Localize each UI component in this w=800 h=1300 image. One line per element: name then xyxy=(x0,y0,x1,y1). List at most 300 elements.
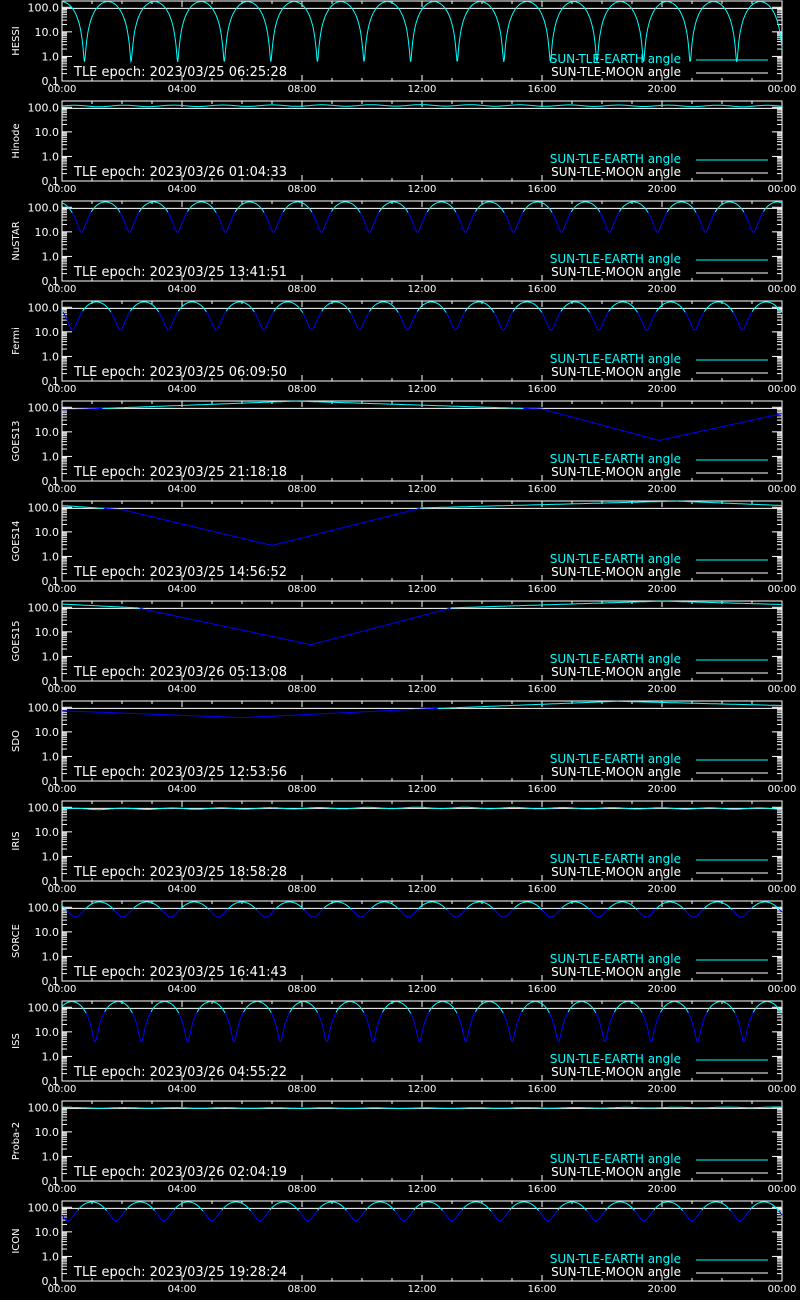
legend-earth-label: SUN-TLE-EARTH angle xyxy=(549,1052,681,1066)
sun-earth-angle-series xyxy=(587,1210,606,1221)
sun-earth-angle-series xyxy=(62,604,140,608)
x-tick-label: 00:00 xyxy=(47,284,77,295)
sun-earth-angle-series xyxy=(510,1202,539,1211)
y-tick-label: 1.0 xyxy=(41,1250,59,1264)
x-tick-label: 04:00 xyxy=(167,984,197,995)
x-tick-label: 20:00 xyxy=(647,984,677,995)
sun-earth-angle-series xyxy=(494,311,513,330)
sun-earth-angle-series xyxy=(542,909,561,917)
satellite-label: GOES13 xyxy=(11,420,22,462)
y-tick-label: 0.1 xyxy=(41,475,59,488)
sun-earth-angle-series xyxy=(105,1002,133,1014)
legend-moon-label: SUN-TLE-MOON angle xyxy=(551,1165,681,1179)
chart-panel-fermi xyxy=(11,301,796,395)
sun-earth-angle-series xyxy=(72,212,91,233)
legend-moon-label: SUN-TLE-MOON angle xyxy=(551,865,681,879)
sun-earth-angle-series xyxy=(197,1002,225,1013)
y-tick-label: 0.1 xyxy=(41,575,59,588)
sun-earth-angle-series xyxy=(429,1002,457,1014)
y-tick-label: 0.1 xyxy=(41,275,59,288)
sun-earth-angle-series xyxy=(446,311,465,330)
x-tick-label: 08:00 xyxy=(287,384,317,395)
x-tick-label: 12:00 xyxy=(407,1184,437,1195)
x-tick-label: 00:00 xyxy=(47,184,77,195)
x-tick-label: 00:00 xyxy=(767,784,797,795)
sun-earth-angle-series xyxy=(654,1202,683,1211)
sun-earth-angle-series xyxy=(130,302,158,312)
tle-epoch-label: TLE epoch: 2023/03/26 01:04:33 xyxy=(74,165,288,180)
sun-earth-angle-series xyxy=(750,1202,779,1211)
satellite-label: HESSI xyxy=(11,26,22,56)
sun-earth-angle-series xyxy=(283,202,312,212)
legend-earth-label: SUN-TLE-EARTH angle xyxy=(549,152,681,166)
x-tick-label: 20:00 xyxy=(647,484,677,495)
x-tick-label: 04:00 xyxy=(167,1284,197,1295)
sun-earth-angle-series xyxy=(735,1012,754,1041)
sun-earth-angle-series xyxy=(504,212,523,233)
y-tick-label: 1.0 xyxy=(41,1050,59,1064)
x-tick-label: 04:00 xyxy=(167,384,197,395)
x-tick-label: 00:00 xyxy=(767,1084,797,1095)
sun-earth-angle-series xyxy=(395,1210,414,1221)
x-tick-label: 00:00 xyxy=(47,784,77,795)
sun-earth-angle-series xyxy=(707,1002,735,1013)
sun-earth-angle-series xyxy=(704,302,733,313)
x-tick-label: 16:00 xyxy=(527,1284,557,1295)
sun-earth-angle-series xyxy=(634,1210,654,1221)
legend-earth-label: SUN-TLE-EARTH angle xyxy=(549,752,681,766)
x-tick-label: 20:00 xyxy=(647,384,677,395)
legend-earth-label: SUN-TLE-EARTH angle xyxy=(549,352,681,366)
sun-earth-angle-series xyxy=(715,202,744,212)
satellite-label: ISS xyxy=(11,1033,22,1049)
satellite-label: GOES14 xyxy=(11,520,22,562)
x-tick-label: 00:00 xyxy=(767,884,797,895)
sun-earth-angle-series xyxy=(462,1202,491,1211)
x-tick-label: 16:00 xyxy=(527,884,557,895)
sun-earth-angle-series xyxy=(733,312,752,330)
x-tick-label: 12:00 xyxy=(407,384,437,395)
x-tick-label: 16:00 xyxy=(527,684,557,695)
y-tick-label: 100.0 xyxy=(27,501,59,515)
sun-earth-angle-series xyxy=(222,1202,251,1211)
y-tick-label: 1.0 xyxy=(41,350,59,364)
x-tick-label: 16:00 xyxy=(527,1184,557,1195)
sun-earth-angle-series xyxy=(638,312,657,330)
x-tick-label: 00:00 xyxy=(47,84,77,95)
sun-earth-angle-series xyxy=(457,1012,476,1042)
sun-earth-angle-series xyxy=(256,909,275,917)
x-tick-label: 12:00 xyxy=(407,1284,437,1295)
x-tick-label: 00:00 xyxy=(767,684,797,695)
sun-earth-angle-series xyxy=(513,302,542,313)
x-tick-label: 00:00 xyxy=(767,984,797,995)
y-tick-label: 10.0 xyxy=(34,1025,59,1039)
sun-earth-angle-series xyxy=(274,302,303,313)
x-tick-label: 04:00 xyxy=(167,684,197,695)
sun-earth-angle-series xyxy=(366,1202,395,1211)
sun-earth-angle-series xyxy=(589,909,608,917)
legend-earth-label: SUN-TLE-EARTH angle xyxy=(549,652,681,666)
sun-earth-angle-series xyxy=(503,1012,522,1042)
y-tick-label: 100.0 xyxy=(27,601,59,615)
legend-moon-label: SUN-TLE-MOON angle xyxy=(551,165,681,179)
tle-epoch-label: TLE epoch: 2023/03/25 19:28:24 xyxy=(74,1265,288,1280)
sun-earth-angle-series xyxy=(522,1002,550,1014)
sun-earth-angle-series xyxy=(702,1202,731,1211)
sun-earth-angle-series xyxy=(411,1012,430,1042)
x-tick-label: 08:00 xyxy=(287,1084,317,1095)
x-tick-label: 00:00 xyxy=(767,84,797,95)
sun-earth-angle-series xyxy=(661,1002,689,1013)
sun-earth-angle-series xyxy=(408,212,427,232)
sun-earth-angle-series xyxy=(476,1002,504,1014)
y-tick-label: 10.0 xyxy=(34,625,59,639)
sun-earth-angle-series xyxy=(542,311,561,330)
x-tick-label: 12:00 xyxy=(407,1084,437,1095)
x-tick-label: 08:00 xyxy=(287,284,317,295)
x-tick-label: 00:00 xyxy=(767,484,797,495)
legend-moon-label: SUN-TLE-MOON angle xyxy=(551,365,681,379)
x-tick-label: 20:00 xyxy=(647,684,677,695)
y-tick-label: 0.1 xyxy=(41,1175,59,1188)
y-tick-label: 100.0 xyxy=(27,101,59,115)
satellite-label: Hinode xyxy=(11,123,22,159)
satellite-label: ICON xyxy=(11,1228,22,1254)
x-tick-label: 00:00 xyxy=(767,184,797,195)
x-tick-label: 08:00 xyxy=(287,484,317,495)
x-tick-label: 20:00 xyxy=(647,284,677,295)
chart-panel-icon xyxy=(11,1201,796,1295)
y-tick-label: 10.0 xyxy=(34,425,59,439)
sun-earth-angle-series xyxy=(161,909,180,917)
sun-earth-angle-series xyxy=(450,601,782,608)
x-tick-label: 12:00 xyxy=(407,684,437,695)
sun-earth-angle-series xyxy=(476,202,505,213)
x-tick-label: 00:00 xyxy=(47,1284,77,1295)
legend-moon-label: SUN-TLE-MOON angle xyxy=(551,565,681,579)
y-tick-label: 0.1 xyxy=(41,1075,59,1088)
x-tick-label: 04:00 xyxy=(167,1084,197,1095)
sun-earth-angle-series xyxy=(270,1202,299,1211)
y-tick-label: 10.0 xyxy=(34,125,59,139)
sun-earth-angle-series xyxy=(254,311,274,330)
sun-earth-angle-series xyxy=(303,311,322,330)
legend-moon-label: SUN-TLE-MOON angle xyxy=(551,1065,681,1079)
sun-earth-angle-series xyxy=(596,1012,615,1041)
y-tick-label: 100.0 xyxy=(27,901,59,915)
legend-earth-label: SUN-TLE-EARTH angle xyxy=(549,452,681,466)
y-tick-label: 0.1 xyxy=(41,175,59,188)
y-tick-label: 1.0 xyxy=(41,650,59,664)
sun-earth-angle-series xyxy=(609,302,638,313)
sun-earth-angle-series xyxy=(151,1002,179,1014)
sun-earth-angle-series xyxy=(688,1012,707,1041)
sun-earth-angle-series xyxy=(312,212,332,233)
y-tick-label: 1.0 xyxy=(41,50,59,64)
legend-moon-label: SUN-TLE-MOON angle xyxy=(551,265,681,279)
x-tick-label: 20:00 xyxy=(647,1284,677,1295)
y-tick-label: 1.0 xyxy=(41,1150,59,1164)
y-tick-label: 10.0 xyxy=(34,225,59,239)
sun-earth-angle-series xyxy=(264,212,283,232)
chart-panel-sdo xyxy=(11,701,796,795)
satellite-label: SDO xyxy=(11,730,22,752)
x-tick-label: 00:00 xyxy=(47,1184,77,1195)
x-tick-label: 12:00 xyxy=(407,284,437,295)
y-tick-label: 1.0 xyxy=(41,850,59,864)
x-tick-label: 20:00 xyxy=(647,84,677,95)
sun-earth-angle-series xyxy=(684,909,703,917)
chart-panel-iris xyxy=(11,801,796,895)
sun-earth-angle-series xyxy=(179,1012,198,1042)
sun-earth-angle-series xyxy=(696,212,715,232)
tle-epoch-label: TLE epoch: 2023/03/26 04:55:22 xyxy=(74,1065,288,1080)
sun-earth-angle-series xyxy=(322,302,351,313)
x-tick-label: 04:00 xyxy=(167,84,197,95)
x-tick-label: 04:00 xyxy=(167,1184,197,1195)
x-tick-label: 00:00 xyxy=(47,584,77,595)
sun-earth-angle-series xyxy=(571,202,600,212)
sun-earth-angle-series xyxy=(271,1012,290,1041)
y-tick-label: 10.0 xyxy=(34,725,59,739)
sun-earth-angle-series xyxy=(364,1012,383,1041)
y-tick-label: 10.0 xyxy=(34,25,59,39)
x-tick-label: 00:00 xyxy=(47,484,77,495)
sun-earth-angle-series xyxy=(62,708,438,717)
sun-earth-angle-series xyxy=(657,302,686,313)
tle-epoch-label: TLE epoch: 2023/03/25 06:25:28 xyxy=(74,65,288,80)
legend-earth-label: SUN-TLE-EARTH angle xyxy=(549,952,681,966)
sun-earth-angle-series xyxy=(620,202,649,213)
sun-earth-angle-series xyxy=(346,1210,366,1221)
sun-earth-angle-series xyxy=(209,909,228,917)
tle-epoch-label: TLE epoch: 2023/03/26 02:04:19 xyxy=(74,1165,288,1180)
sun-earth-angle-series xyxy=(379,202,408,213)
x-tick-label: 04:00 xyxy=(167,184,197,195)
legend-earth-label: SUN-TLE-EARTH angle xyxy=(549,1252,681,1266)
y-tick-label: 1.0 xyxy=(41,550,59,564)
y-tick-label: 1.0 xyxy=(41,250,59,264)
sun-earth-angle-series xyxy=(174,1202,203,1211)
sun-earth-angle-series xyxy=(561,302,590,313)
x-tick-label: 12:00 xyxy=(407,884,437,895)
satellite-label: IRIS xyxy=(11,831,22,851)
sun-earth-angle-series xyxy=(133,1012,152,1042)
chart-panel-proba-2 xyxy=(11,1101,796,1195)
y-tick-label: 0.1 xyxy=(41,775,59,788)
sun-earth-angle-series xyxy=(685,312,704,330)
sun-earth-angle-series xyxy=(168,212,188,233)
sun-earth-angle-series xyxy=(360,212,379,233)
sun-earth-angle-series xyxy=(456,212,476,233)
sun-earth-angle-series xyxy=(642,1012,661,1041)
x-tick-label: 20:00 xyxy=(647,884,677,895)
x-tick-label: 08:00 xyxy=(287,1184,317,1195)
sun-earth-angle-series xyxy=(443,1210,463,1221)
x-tick-label: 12:00 xyxy=(407,184,437,195)
tle-epoch-label: TLE epoch: 2023/03/25 13:41:51 xyxy=(74,265,288,280)
sun-earth-angle-series xyxy=(332,202,361,213)
x-tick-label: 16:00 xyxy=(527,84,557,95)
sun-earth-angle-series xyxy=(732,909,751,917)
sun-earth-angle-series xyxy=(600,212,620,233)
sun-earth-angle-series xyxy=(465,302,494,313)
sun-earth-angle-series xyxy=(447,909,466,917)
x-tick-label: 16:00 xyxy=(527,484,557,495)
y-tick-label: 10.0 xyxy=(34,525,59,539)
satellite-label: SORCE xyxy=(11,924,22,958)
tle-epoch-label: TLE epoch: 2023/03/25 14:56:52 xyxy=(74,565,288,580)
y-tick-label: 10.0 xyxy=(34,325,59,339)
x-tick-label: 16:00 xyxy=(527,284,557,295)
sun-earth-angle-series xyxy=(753,1002,781,1014)
sun-earth-angle-series xyxy=(66,909,85,917)
chart-panel-hinode xyxy=(11,101,796,195)
sun-earth-angle-series xyxy=(216,212,235,233)
x-tick-label: 00:00 xyxy=(767,384,797,395)
sun-earth-angle-series xyxy=(83,302,111,312)
sun-earth-angle-series xyxy=(139,202,168,212)
x-tick-label: 20:00 xyxy=(647,1084,677,1095)
legend-moon-label: SUN-TLE-MOON angle xyxy=(551,965,681,979)
sun-earth-angle-series xyxy=(648,212,667,233)
y-tick-label: 10.0 xyxy=(34,925,59,939)
sun-earth-angle-series xyxy=(539,1210,558,1221)
x-tick-label: 16:00 xyxy=(527,384,557,395)
sun-earth-angle-series xyxy=(235,202,264,213)
chart-panel-sorce xyxy=(11,901,796,995)
legend-earth-label: SUN-TLE-EARTH angle xyxy=(549,52,681,66)
y-tick-label: 0.1 xyxy=(41,75,59,88)
sun-earth-angle-series xyxy=(159,311,179,330)
y-tick-label: 100.0 xyxy=(27,201,59,215)
x-tick-label: 20:00 xyxy=(647,584,677,595)
sun-earth-angle-series xyxy=(155,1210,175,1221)
sun-earth-angle-series xyxy=(494,909,513,917)
x-tick-label: 12:00 xyxy=(407,84,437,95)
sun-earth-angle-series xyxy=(107,1210,126,1221)
y-tick-label: 0.1 xyxy=(41,375,59,388)
sun-earth-angle-series xyxy=(782,1014,783,1015)
sun-earth-angle-series xyxy=(382,1002,410,1014)
x-tick-label: 00:00 xyxy=(767,1184,797,1195)
y-tick-label: 100.0 xyxy=(27,1201,59,1215)
x-tick-label: 08:00 xyxy=(287,684,317,695)
satellite-label: Proba-2 xyxy=(11,1121,22,1161)
chart-panel-goes15 xyxy=(11,601,796,695)
y-tick-label: 1.0 xyxy=(41,150,59,164)
sun-earth-angle-series xyxy=(91,202,120,213)
legend-moon-label: SUN-TLE-MOON angle xyxy=(551,1265,681,1279)
sun-earth-angle-series xyxy=(352,909,371,917)
y-tick-label: 100.0 xyxy=(27,701,59,715)
y-tick-label: 0.1 xyxy=(41,1275,59,1288)
x-tick-label: 00:00 xyxy=(767,1284,797,1295)
sun-earth-angle-series xyxy=(86,1012,105,1042)
legend-moon-label: SUN-TLE-MOON angle xyxy=(551,65,681,79)
tle-epoch-label: TLE epoch: 2023/03/26 05:13:08 xyxy=(74,665,288,680)
legend-moon-label: SUN-TLE-MOON angle xyxy=(551,765,681,779)
sun-earth-angle-series xyxy=(318,1012,337,1041)
x-tick-label: 08:00 xyxy=(287,984,317,995)
sun-earth-angle-series xyxy=(225,1012,244,1041)
chart-panel-goes14 xyxy=(11,501,796,595)
tle-epoch-label: TLE epoch: 2023/03/25 18:58:28 xyxy=(74,865,288,880)
legend-earth-label: SUN-TLE-EARTH angle xyxy=(549,852,681,866)
y-tick-label: 1.0 xyxy=(41,950,59,964)
x-tick-label: 00:00 xyxy=(47,684,77,695)
legend-moon-label: SUN-TLE-MOON angle xyxy=(551,665,681,679)
x-tick-label: 08:00 xyxy=(287,84,317,95)
satellite-label: GOES15 xyxy=(11,620,22,662)
x-tick-label: 16:00 xyxy=(527,584,557,595)
y-tick-label: 100.0 xyxy=(27,801,59,815)
sun-earth-angle-series xyxy=(590,312,609,330)
sun-earth-angle-series xyxy=(414,1202,443,1211)
x-tick-label: 08:00 xyxy=(287,584,317,595)
sun-earth-angle-series xyxy=(523,408,782,440)
sun-earth-angle-series xyxy=(637,909,656,917)
sun-earth-angle-series xyxy=(140,608,450,644)
sun-earth-angle-series xyxy=(614,1002,642,1013)
sun-earth-angle-series xyxy=(491,1210,510,1221)
x-tick-label: 04:00 xyxy=(167,484,197,495)
y-tick-label: 0.1 xyxy=(41,675,59,688)
y-tick-label: 1.0 xyxy=(41,750,59,764)
x-tick-label: 04:00 xyxy=(167,784,197,795)
y-tick-label: 100.0 xyxy=(27,401,59,415)
y-tick-label: 100.0 xyxy=(27,1101,59,1115)
tle-epoch-label: TLE epoch: 2023/03/25 12:53:56 xyxy=(74,765,288,780)
x-tick-label: 08:00 xyxy=(287,184,317,195)
y-tick-label: 1.0 xyxy=(41,450,59,464)
sun-earth-angle-series xyxy=(290,1002,318,1013)
sun-earth-angle-series xyxy=(226,302,254,312)
sun-earth-angle-series xyxy=(438,701,782,708)
sun-earth-angle-series xyxy=(207,311,227,330)
y-tick-label: 10.0 xyxy=(34,1125,59,1139)
legend-earth-label: SUN-TLE-EARTH angle xyxy=(549,1152,681,1166)
x-tick-label: 04:00 xyxy=(167,884,197,895)
y-tick-label: 0.1 xyxy=(41,875,59,888)
sun-earth-angle-series xyxy=(120,212,139,232)
x-tick-label: 08:00 xyxy=(287,884,317,895)
tle-epoch-label: TLE epoch: 2023/03/25 16:41:43 xyxy=(74,965,288,980)
chart-panel-hessi xyxy=(11,1,796,95)
legend-moon-label: SUN-TLE-MOON angle xyxy=(551,465,681,479)
satellite-label: Fermi xyxy=(11,327,22,355)
sun-earth-angle-series xyxy=(370,302,399,313)
x-tick-label: 12:00 xyxy=(407,484,437,495)
y-tick-label: 10.0 xyxy=(34,825,59,839)
sun-earth-angle-series xyxy=(683,1210,702,1221)
x-tick-label: 16:00 xyxy=(527,784,557,795)
chart-panel-goes13 xyxy=(11,401,796,495)
x-tick-label: 00:00 xyxy=(47,1084,77,1095)
x-tick-label: 12:00 xyxy=(407,584,437,595)
legend-earth-label: SUN-TLE-EARTH angle xyxy=(549,552,681,566)
y-tick-label: 10.0 xyxy=(34,1225,59,1239)
sun-earth-angle-series xyxy=(126,1202,155,1211)
x-tick-label: 00:00 xyxy=(767,284,797,295)
satellite-label: NuSTAR xyxy=(11,221,22,261)
sun-earth-angle-series xyxy=(550,1012,569,1042)
x-tick-label: 08:00 xyxy=(287,1284,317,1295)
x-tick-label: 04:00 xyxy=(167,584,197,595)
x-tick-label: 16:00 xyxy=(527,184,557,195)
legend-earth-label: SUN-TLE-EARTH angle xyxy=(549,252,681,266)
